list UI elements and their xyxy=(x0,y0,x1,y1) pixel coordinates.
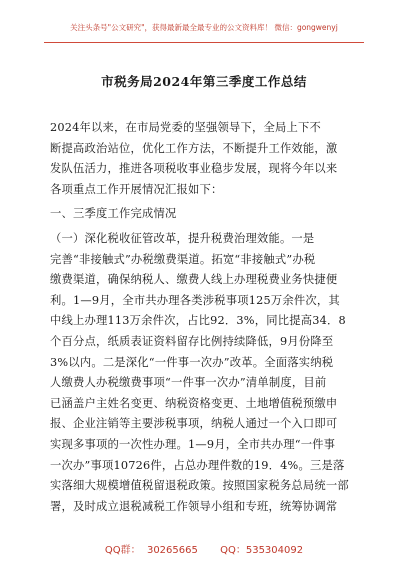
document-body xyxy=(50,118,360,517)
text-line: 断提高政治站位，优化工作方法，不断提升工作效能，激 xyxy=(50,141,338,155)
text-line: （一）深化税收征管改革，提升税费治理效能。一是 xyxy=(50,231,315,245)
text-line: 个百分点，纸质表证资料留存比例持续降低，9月份降至 xyxy=(50,334,334,348)
header-banner: 关注头条号"公文研究"，获得最新最全最专业的公文资料库！ 微信：gongwenyj xyxy=(70,23,338,32)
text-line: 一次办”事项10726件，占总办理件数的19．4%。三是落 xyxy=(50,458,345,472)
paragraph-intro xyxy=(50,118,360,200)
text-line: 3%以内。二是深化“一件事一次办”改革。全面落实纳税 xyxy=(50,355,334,369)
text-line: 署，及时成立退税减税工作领导小组和专班，统筹协调常 xyxy=(50,499,338,513)
document-title: 市税务局2024年第三季度工作总结 xyxy=(101,74,307,89)
header-divider xyxy=(44,42,364,43)
text-line: 发队伍活力，推进各项税收事业稳步发展，现将今年以来 xyxy=(50,162,338,176)
text-line: 已涵盖户主姓名变更、纳税资格变更、土地增值税预缴申 xyxy=(50,396,338,410)
footer-contact: QQ群： 30265665 QQ：535304092 xyxy=(104,545,304,556)
text-line: 缴费渠道，确保纳税人、缴费人线上办理税费业务快捷便 xyxy=(50,273,338,287)
text-line: 实落细大规模增值税留退税政策。按照国家税务总局统一部 xyxy=(50,479,349,493)
paragraph-tax-reform xyxy=(50,229,360,517)
text-line: 利。1—9月，全市共办理各类涉税事项125万余件次，其 xyxy=(50,293,340,307)
text-line: 各项重点工作开展情况汇报如下： xyxy=(50,182,223,196)
text-line: 人缴费人办税缴费事项“一件事一次办”清单制度，目前 xyxy=(50,376,327,390)
text-line: 2024年以来，在市局党委的坚强领导下，全局上下不 xyxy=(50,121,321,134)
text-line: 报、企业注销等主要涉税事项，纳税人通过一个入口即可 xyxy=(50,417,338,431)
section-heading: 一、三季度工作完成情况 xyxy=(50,207,177,221)
text-line: 完善“非接触式”办税缴费渠道。拓宽“非接触式”办税 xyxy=(50,252,316,266)
text-line: 实现多事项的一次性办理。1—9月，全市共办理“一件事 xyxy=(50,437,336,451)
text-line: 中线上办理113万余件次，占比92．3%，同比提高34．8 xyxy=(50,314,346,328)
